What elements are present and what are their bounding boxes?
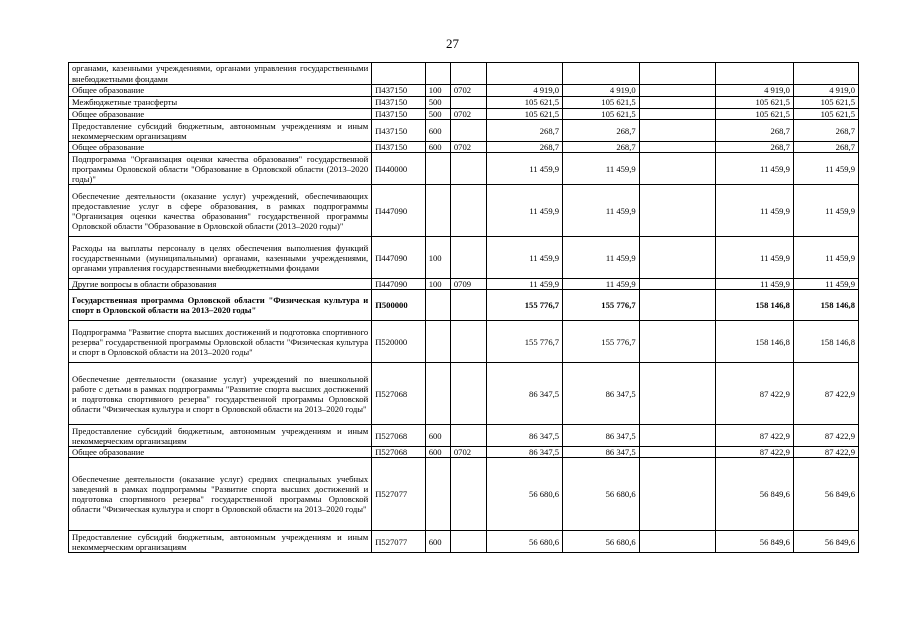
row-expense-type-cell: 600: [425, 447, 450, 458]
row-value-2-cell: 56 680,6: [563, 531, 640, 553]
row-value-4-cell: 11 459,9: [716, 185, 794, 237]
row-value-2-cell: 11 459,9: [563, 237, 640, 279]
row-expense-type-cell: 100: [425, 237, 450, 279]
row-code-cell: П527068: [372, 363, 426, 425]
row-value-4-cell: 158 146,8: [716, 290, 794, 321]
row-value-3-cell: [639, 458, 716, 531]
table-row: [69, 109, 859, 120]
row-code-cell: П527077: [372, 458, 426, 531]
row-value-5-cell: 158 146,8: [793, 290, 858, 321]
row-value-5-cell: 268,7: [793, 120, 858, 142]
row-expense-type-cell: [425, 185, 450, 237]
table-row: [69, 458, 859, 531]
row-value-5-cell: 158 146,8: [793, 321, 858, 363]
row-value-2-cell: 86 347,5: [563, 363, 640, 425]
row-name-cell: Подпрограмма "Развитие спорта высших достижений и подготовка спортивного резерва" государственной программы Орловской области "Физическая культура и спорт в Орловской области на 2013–2020 годы": [69, 321, 372, 363]
row-value-1-cell: [486, 63, 563, 85]
row-value-4-cell: 11 459,9: [716, 153, 794, 185]
row-name-cell: Обеспечение деятельности (оказание услуг) средних специальных учебных заведений в рамках подпрограммы "Развитие спорта высших достижений и подготовка спортивного резерва" государственной программы Орловской области "Физическая культура и спорт в Орловской области на 2013–2020 годы": [69, 458, 372, 531]
row-value-3-cell: [639, 63, 716, 85]
row-value-3-cell: [639, 185, 716, 237]
table-row: [69, 447, 859, 458]
row-name-cell: Другие вопросы в области образования: [69, 279, 372, 290]
row-value-3-cell: [639, 97, 716, 109]
row-value-1-cell: 11 459,9: [486, 185, 563, 237]
row-expense-type-cell: 600: [425, 142, 450, 153]
row-value-3-cell: [639, 85, 716, 97]
row-code-cell: П437150: [372, 85, 426, 97]
row-value-2-cell: 11 459,9: [563, 185, 640, 237]
table-row: [69, 425, 859, 447]
table-row: [69, 63, 859, 85]
row-value-4-cell: 268,7: [716, 142, 794, 153]
row-section-cell: [450, 321, 486, 363]
table-body: [69, 63, 859, 553]
row-expense-type-cell: 100: [425, 85, 450, 97]
row-expense-type-cell: 500: [425, 109, 450, 120]
row-name-cell: Общее образование: [69, 447, 372, 458]
row-code-cell: П437150: [372, 120, 426, 142]
row-value-1-cell: 4 919,0: [486, 85, 563, 97]
table-row: [69, 321, 859, 363]
row-section-cell: [450, 237, 486, 279]
row-section-cell: [450, 153, 486, 185]
row-value-3-cell: [639, 321, 716, 363]
row-value-1-cell: 11 459,9: [486, 237, 563, 279]
row-value-1-cell: 155 776,7: [486, 321, 563, 363]
row-code-cell: П447090: [372, 237, 426, 279]
row-value-1-cell: 155 776,7: [486, 290, 563, 321]
row-value-2-cell: 86 347,5: [563, 425, 640, 447]
row-value-5-cell: 56 849,6: [793, 458, 858, 531]
row-section-cell: [450, 185, 486, 237]
row-value-5-cell: 11 459,9: [793, 237, 858, 279]
row-value-4-cell: 87 422,9: [716, 425, 794, 447]
table-row: [69, 279, 859, 290]
row-value-4-cell: 4 919,0: [716, 85, 794, 97]
row-value-2-cell: 4 919,0: [563, 85, 640, 97]
row-value-2-cell: 155 776,7: [563, 290, 640, 321]
row-value-3-cell: [639, 425, 716, 447]
row-code-cell: П447090: [372, 279, 426, 290]
row-name-cell: Предоставление субсидий бюджетным, автономным учреждениям и иным некоммерческим организациям: [69, 425, 372, 447]
row-value-2-cell: 105 621,5: [563, 109, 640, 120]
row-section-cell: [450, 363, 486, 425]
row-value-3-cell: [639, 153, 716, 185]
row-value-5-cell: 268,7: [793, 142, 858, 153]
row-value-1-cell: 105 621,5: [486, 109, 563, 120]
table-row: [69, 85, 859, 97]
table-row: [69, 120, 859, 142]
row-section-cell: [450, 97, 486, 109]
row-value-3-cell: [639, 237, 716, 279]
row-name-cell: Расходы на выплаты персоналу в целях обеспечения выполнения функций государственными (муниципальными) органами, казенными учреждениями, органами управления государственными внебюджетными фондами: [69, 237, 372, 279]
table-row: [69, 185, 859, 237]
row-expense-type-cell: 600: [425, 531, 450, 553]
row-value-1-cell: 86 347,5: [486, 447, 563, 458]
row-section-cell: 0702: [450, 85, 486, 97]
row-expense-type-cell: 100: [425, 279, 450, 290]
row-name-cell: Подпрограмма "Организация оценки качества образования" государственной программы Орловской области "Образование в Орловской области (2013–2020 годы)": [69, 153, 372, 185]
row-code-cell: [372, 63, 426, 85]
row-expense-type-cell: [425, 290, 450, 321]
row-value-3-cell: [639, 363, 716, 425]
row-value-2-cell: 11 459,9: [563, 279, 640, 290]
row-value-5-cell: 11 459,9: [793, 153, 858, 185]
row-value-1-cell: 11 459,9: [486, 153, 563, 185]
row-value-5-cell: 105 621,5: [793, 97, 858, 109]
row-section-cell: 0702: [450, 109, 486, 120]
row-value-4-cell: 87 422,9: [716, 447, 794, 458]
row-expense-type-cell: [425, 153, 450, 185]
row-code-cell: П500000: [372, 290, 426, 321]
row-name-cell: Общее образование: [69, 109, 372, 120]
row-value-4-cell: [716, 63, 794, 85]
row-value-5-cell: 4 919,0: [793, 85, 858, 97]
row-code-cell: П520000: [372, 321, 426, 363]
row-value-5-cell: 56 849,6: [793, 531, 858, 553]
page-number: 27: [446, 36, 459, 51]
row-value-5-cell: 87 422,9: [793, 363, 858, 425]
row-value-5-cell: [793, 63, 858, 85]
row-name-cell: Обеспечение деятельности (оказание услуг) учреждений по внешкольной работе с детьми в рамках подпрограммы "Развитие спорта высших достижений и подготовка спортивного резерва" государственной программы Орловской области "Физическая культура и спорт в Орловской области на 2013–2020 годы": [69, 363, 372, 425]
row-value-2-cell: 105 621,5: [563, 97, 640, 109]
table-row: [69, 237, 859, 279]
row-name-cell: Обеспечение деятельности (оказание услуг) учреждений, обеспечивающих предоставление услуг в сфере образования, в рамках подпрограммы "Организация оценки качества образования" государственной программы Орловской области "Образование в Орловской области (2013–2020 годы)": [69, 185, 372, 237]
row-value-4-cell: 158 146,8: [716, 321, 794, 363]
table-row: [69, 363, 859, 425]
row-value-4-cell: 268,7: [716, 120, 794, 142]
row-section-cell: 0709: [450, 279, 486, 290]
row-value-5-cell: 11 459,9: [793, 279, 858, 290]
row-name-cell: органами, казенными учреждениями, органами управления государственными внебюджетными фондами: [69, 63, 372, 85]
budget-table: [68, 62, 859, 553]
row-value-3-cell: [639, 142, 716, 153]
row-value-1-cell: 105 621,5: [486, 97, 563, 109]
row-expense-type-cell: [425, 363, 450, 425]
row-value-2-cell: 155 776,7: [563, 321, 640, 363]
row-expense-type-cell: [425, 63, 450, 85]
row-value-4-cell: 105 621,5: [716, 97, 794, 109]
row-value-3-cell: [639, 447, 716, 458]
row-value-5-cell: 87 422,9: [793, 425, 858, 447]
row-value-2-cell: 86 347,5: [563, 447, 640, 458]
row-value-3-cell: [639, 531, 716, 553]
row-section-cell: [450, 531, 486, 553]
row-section-cell: [450, 425, 486, 447]
row-expense-type-cell: 600: [425, 120, 450, 142]
row-section-cell: [450, 458, 486, 531]
row-value-1-cell: 86 347,5: [486, 425, 563, 447]
row-name-cell: Государственная программа Орловской области "Физическая культура и спорт в Орловской области на 2013–2020 годы": [69, 290, 372, 321]
row-value-2-cell: 268,7: [563, 142, 640, 153]
row-value-2-cell: 56 680,6: [563, 458, 640, 531]
row-value-4-cell: 87 422,9: [716, 363, 794, 425]
row-value-5-cell: 87 422,9: [793, 447, 858, 458]
row-value-2-cell: 268,7: [563, 120, 640, 142]
row-section-cell: 0702: [450, 142, 486, 153]
row-value-3-cell: [639, 109, 716, 120]
row-value-3-cell: [639, 290, 716, 321]
row-value-1-cell: 56 680,6: [486, 458, 563, 531]
row-section-cell: [450, 120, 486, 142]
row-value-1-cell: 56 680,6: [486, 531, 563, 553]
row-value-1-cell: 268,7: [486, 142, 563, 153]
row-code-cell: П527077: [372, 531, 426, 553]
table-row: [69, 97, 859, 109]
row-expense-type-cell: [425, 458, 450, 531]
row-value-1-cell: 268,7: [486, 120, 563, 142]
row-code-cell: П527068: [372, 425, 426, 447]
row-value-3-cell: [639, 120, 716, 142]
row-value-2-cell: 11 459,9: [563, 153, 640, 185]
row-code-cell: П437150: [372, 109, 426, 120]
table-row: [69, 290, 859, 321]
row-value-1-cell: 86 347,5: [486, 363, 563, 425]
row-code-cell: П437150: [372, 97, 426, 109]
row-section-cell: [450, 63, 486, 85]
row-value-2-cell: [563, 63, 640, 85]
row-expense-type-cell: 600: [425, 425, 450, 447]
table-row: [69, 531, 859, 553]
row-value-5-cell: 11 459,9: [793, 185, 858, 237]
row-code-cell: П447090: [372, 185, 426, 237]
table-row: [69, 153, 859, 185]
row-name-cell: Предоставление субсидий бюджетным, автономным учреждениям и иным некоммерческим организациям: [69, 120, 372, 142]
row-code-cell: П437150: [372, 142, 426, 153]
row-name-cell: Общее образование: [69, 85, 372, 97]
row-value-4-cell: 56 849,6: [716, 531, 794, 553]
row-name-cell: Межбюджетные трансферты: [69, 97, 372, 109]
row-value-5-cell: 105 621,5: [793, 109, 858, 120]
row-name-cell: Предоставление субсидий бюджетным, автономным учреждениям и иным некоммерческим организациям: [69, 531, 372, 553]
row-expense-type-cell: [425, 321, 450, 363]
row-name-cell: Общее образование: [69, 142, 372, 153]
row-section-cell: 0702: [450, 447, 486, 458]
table-row: [69, 142, 859, 153]
row-value-4-cell: 56 849,6: [716, 458, 794, 531]
row-code-cell: П440000: [372, 153, 426, 185]
row-value-4-cell: 11 459,9: [716, 237, 794, 279]
row-value-4-cell: 105 621,5: [716, 109, 794, 120]
row-section-cell: [450, 290, 486, 321]
row-value-1-cell: 11 459,9: [486, 279, 563, 290]
row-value-4-cell: 11 459,9: [716, 279, 794, 290]
row-expense-type-cell: 500: [425, 97, 450, 109]
row-code-cell: П527068: [372, 447, 426, 458]
row-value-3-cell: [639, 279, 716, 290]
